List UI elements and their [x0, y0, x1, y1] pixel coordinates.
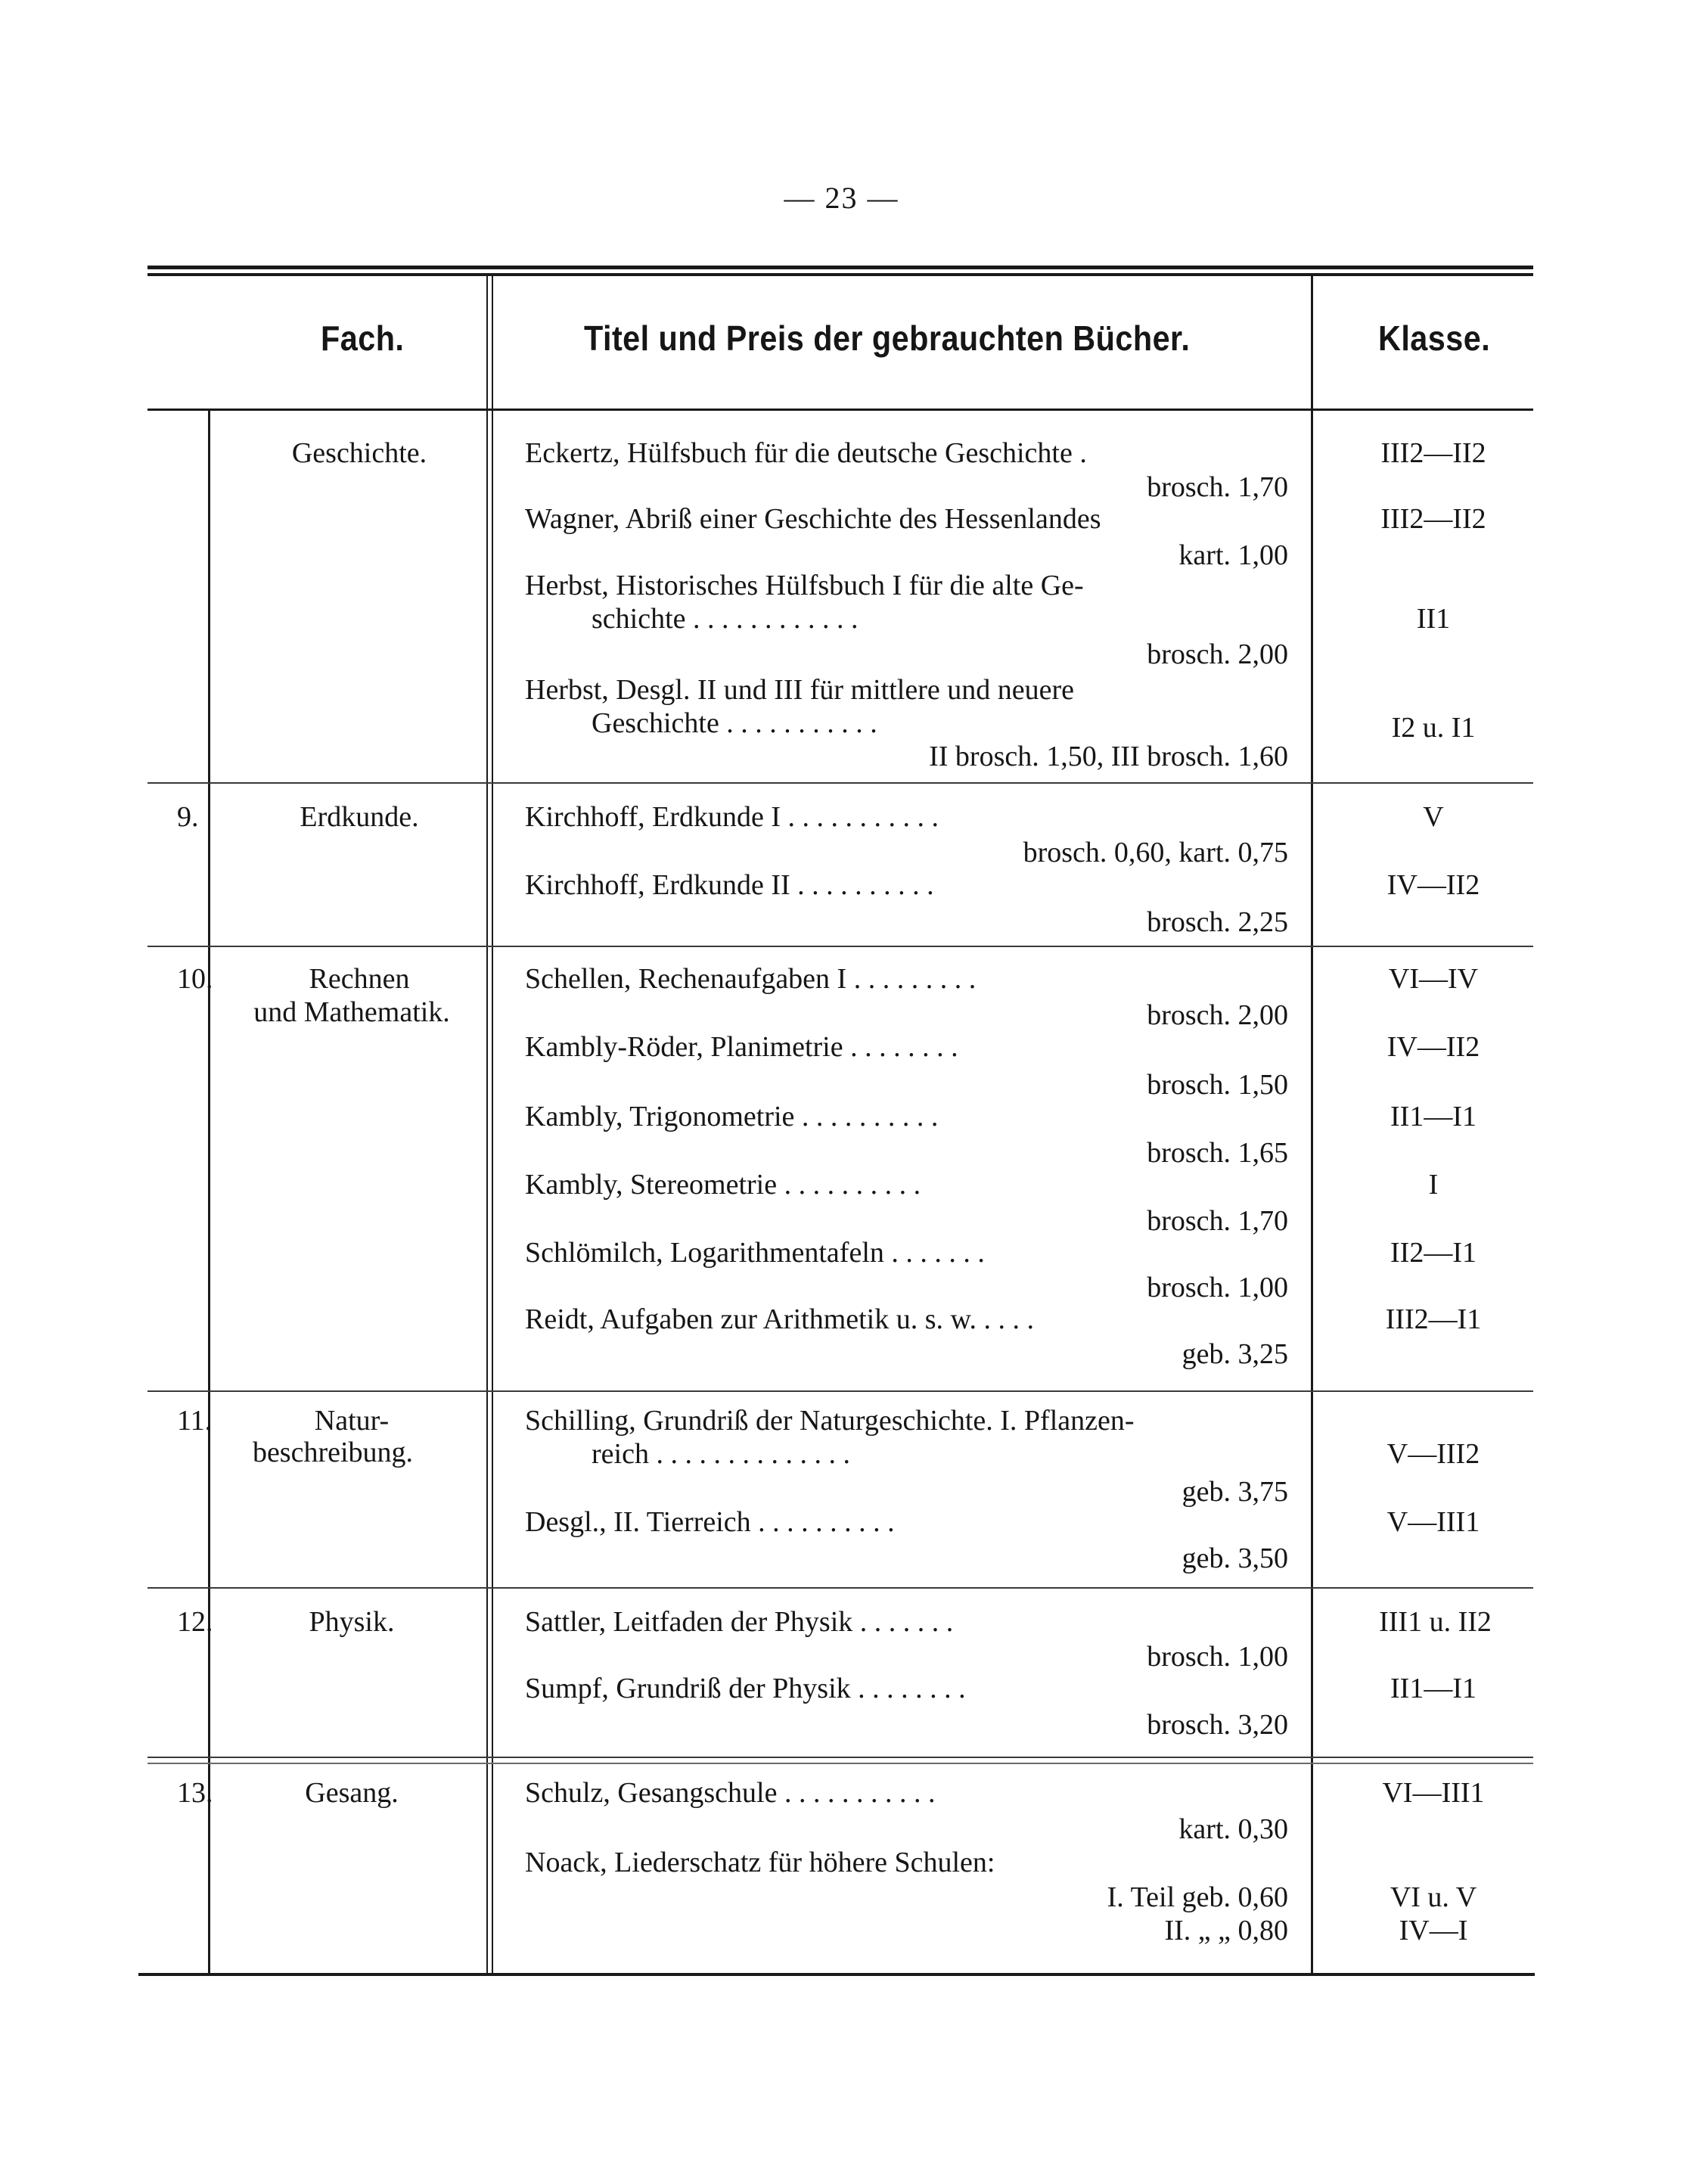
column-divider-klasse [1311, 276, 1313, 1973]
fach-mathematik: und Mathematik. [253, 996, 450, 1028]
book-title: Noack, Liederschatz für höhere Schulen: [525, 1847, 995, 1878]
book-price: brosch. 1,70 [1147, 471, 1288, 503]
book-klasse: V [1423, 801, 1444, 833]
fach-gesang: Gesang. [305, 1777, 399, 1809]
row-separator [147, 782, 1533, 784]
book-title: Schulz, Gesangschule . . . . . . . . . . . [525, 1777, 936, 1809]
book-klasse: III2—II2 [1380, 503, 1486, 535]
book-klasse: VI—III1 [1382, 1777, 1485, 1809]
row-number: 10. [177, 963, 213, 995]
fach-rechnen: Rechnen [309, 963, 410, 995]
book-price: brosch. 1,00 [1147, 1641, 1288, 1673]
book-klasse: VI u. V [1390, 1881, 1477, 1913]
book-klasse: III1 u. II2 [1379, 1606, 1492, 1638]
book-title: Eckertz, Hülfsbuch für die deutsche Geschichte . [525, 437, 1087, 469]
header-titel: Titel und Preis der gebrauchten Bücher. [584, 318, 1191, 358]
book-price: geb. 3,75 [1182, 1476, 1288, 1508]
column-divider-fach-a [486, 276, 488, 1973]
book-title: Reidt, Aufgaben zur Arithmetik u. s. w. . . . . [525, 1303, 1034, 1335]
header-rule [147, 409, 1533, 411]
bottom-rule [138, 1973, 1535, 1976]
book-title-continued: reich . . . . . . . . . . . . . . [592, 1438, 850, 1470]
column-divider-left [208, 411, 210, 1973]
book-price: brosch. 3,20 [1147, 1709, 1288, 1741]
book-price: brosch. 2,00 [1147, 638, 1288, 670]
book-price: kart. 1,00 [1178, 539, 1288, 571]
column-divider-fach-b [492, 276, 493, 1973]
book-title: Desgl., II. Tierreich . . . . . . . . . . [525, 1506, 895, 1538]
book-price: brosch. 1,50 [1147, 1069, 1288, 1101]
row-number: 11. [177, 1405, 213, 1437]
book-title: Wagner, Abriß einer Geschichte des Hessenlandes [525, 503, 1101, 535]
book-klasse: V—III2 [1386, 1438, 1480, 1470]
book-price: brosch. 1,00 [1147, 1272, 1288, 1303]
book-title: Sumpf, Grundriß der Physik . . . . . . . . [525, 1673, 966, 1704]
book-klasse: II1 [1416, 603, 1451, 635]
book-title-continued: Geschichte . . . . . . . . . . . [592, 707, 877, 739]
book-klasse: IV—II2 [1386, 869, 1480, 901]
row-separator [147, 1757, 1533, 1758]
top-rule [147, 266, 1533, 269]
header-klasse: Klasse. [1378, 318, 1491, 358]
book-klasse: V—III1 [1386, 1506, 1480, 1538]
book-title: Sattler, Leitfaden der Physik . . . . . . . [525, 1606, 954, 1638]
book-title: Kirchhoff, Erdkunde I . . . . . . . . . . . [525, 801, 939, 833]
book-title: Herbst, Desgl. II und III für mittlere und neuere [525, 674, 1074, 706]
book-klasse: I [1428, 1169, 1439, 1201]
book-price: I. Teil geb. 0,60 [1107, 1881, 1288, 1913]
book-price: brosch. 1,70 [1147, 1205, 1288, 1237]
book-title: Kambly, Stereometrie . . . . . . . . . . [525, 1169, 921, 1201]
top-rule-second [147, 273, 1533, 276]
fach-physik: Physik. [309, 1606, 395, 1638]
book-title-continued: schichte . . . . . . . . . . . . [592, 603, 859, 635]
fach-geschichte: Geschichte. [291, 437, 427, 469]
row-number: 13. [177, 1777, 213, 1809]
book-price-continued: II. „ „ 0,80 [1164, 1915, 1288, 1946]
row-separator-second [147, 1763, 1533, 1764]
book-price: brosch. 2,25 [1147, 906, 1288, 938]
book-title: Kambly, Trigonometrie . . . . . . . . . . [525, 1101, 939, 1132]
row-separator [147, 1587, 1533, 1589]
book-title: Herbst, Historisches Hülfsbuch I für die alte Ge- [525, 570, 1084, 601]
row-number: 9. [177, 801, 199, 833]
book-klasse: IV—II2 [1386, 1031, 1480, 1063]
book-price: geb. 3,50 [1182, 1542, 1288, 1574]
book-klasse: II1—I1 [1390, 1101, 1477, 1132]
book-title: Kirchhoff, Erdkunde II . . . . . . . . . . [525, 869, 934, 901]
book-title: Schellen, Rechenaufgaben I . . . . . . . . . [525, 963, 977, 995]
book-klasse: III2—I1 [1385, 1303, 1482, 1335]
book-klasse: I2 u. I1 [1391, 712, 1476, 744]
book-klasse: VI—IV [1388, 963, 1479, 995]
book-title: Schilling, Grundriß der Naturgeschichte. I. Pflanzen- [525, 1405, 1135, 1437]
header-fach: Fach. [321, 318, 405, 358]
book-klasse-continued: IV—I [1399, 1915, 1468, 1946]
book-price: II brosch. 1,50, III brosch. 1,60 [929, 741, 1288, 772]
fach-natur: Natur- [314, 1405, 390, 1437]
book-title: Kambly-Röder, Planimetrie . . . . . . . . [525, 1031, 958, 1063]
book-klasse: II1—I1 [1390, 1673, 1477, 1704]
book-price: brosch. 0,60, kart. 0,75 [1023, 837, 1288, 868]
book-price: geb. 3,25 [1182, 1338, 1288, 1370]
row-separator [147, 1390, 1533, 1392]
fach-beschreibung: beschreibung. [252, 1437, 414, 1468]
book-price: kart. 0,30 [1178, 1813, 1288, 1845]
page-number: — 23 — [784, 181, 899, 215]
book-price: brosch. 1,65 [1147, 1137, 1288, 1169]
book-title: Schlömilch, Logarithmentafeln . . . . . . . [525, 1237, 985, 1269]
row-number: 12. [177, 1606, 213, 1638]
fach-erdkunde: Erdkunde. [300, 801, 419, 833]
row-separator [147, 946, 1533, 947]
book-price: brosch. 2,00 [1147, 999, 1288, 1031]
book-klasse: II2—I1 [1390, 1237, 1477, 1269]
book-klasse: III2—II2 [1380, 437, 1486, 469]
